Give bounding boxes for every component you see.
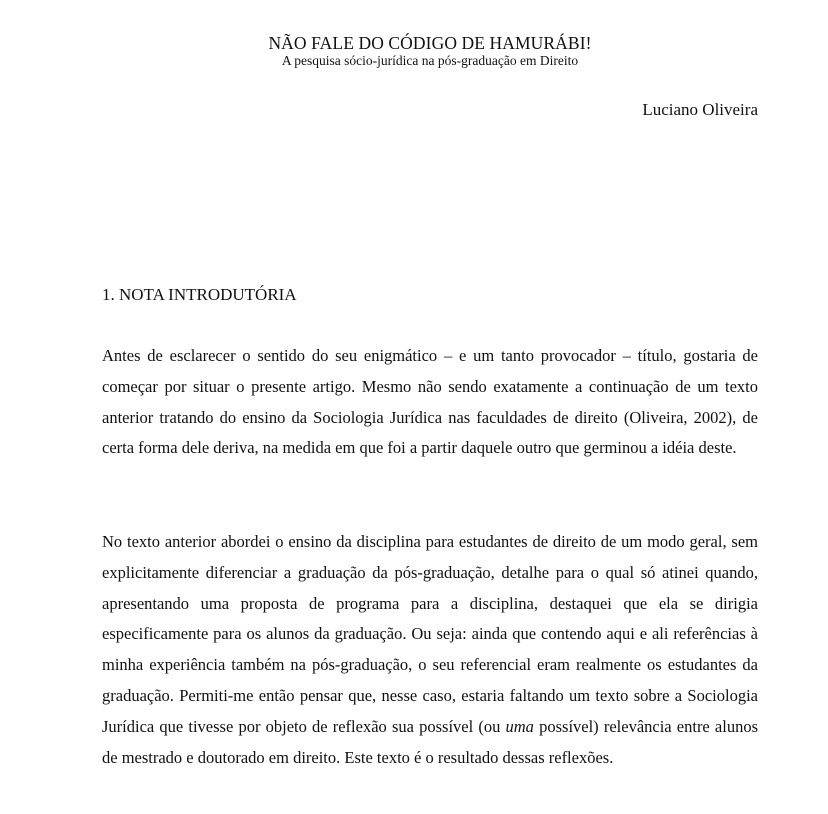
- paper-subtitle: A pesquisa sócio-jurídica na pós-graduação em Direito: [281, 53, 579, 68]
- paper-title: NÃO FALE DO CÓDIGO DE HAMURÁBI!: [268, 33, 592, 53]
- paragraph-2-text-before: No texto anterior abordei o ensino da disciplina para estudantes de direito de um modo geral, sem explicitamente diferenciar a graduação da pós-graduação, detalhe para o qual só atinei quando, apresentando uma proposta de programa para a disciplina, destaquei que ela se dirigia especificamente para os alunos da graduação. Ou seja: ainda que contendo aqui e ali referências à minha experiência também na pós-graduação, o seu referencial eram realmente os estudantes da graduação. Permiti-me então pensar que, nesse caso, estaria faltando um texto sobre a Sociologia Jurídica que tivesse por objeto de reflexão sua possível (ou: [102, 532, 758, 736]
- paragraph-2-emphasis: uma: [505, 716, 534, 736]
- paragraph-2-text-after: possível) relevância entre alunos de mestrado e doutorado em direito. Este texto é o resultado dessas reflexões.: [102, 716, 758, 767]
- paragraph-2: [102, 527, 758, 773]
- title-block: [100, 33, 760, 69]
- author-name: Luciano Oliveira: [642, 100, 758, 119]
- section-heading: 1. NOTA INTRODUTÓRIA: [102, 285, 297, 304]
- paragraph-1: Antes de esclarecer o sentido do seu enigmático – e um tanto provocador – título, gostaria de começar por situar o presente artigo. Mesmo não sendo exatamente a continuação de um texto anterior tratando do ensino da Sociologia Jurídica nas faculdades de direito (Oliveira, 2002), de certa forma dele deriva, na medida em que foi a partir daquele outro que germinou a idéia deste.: [102, 346, 758, 458]
